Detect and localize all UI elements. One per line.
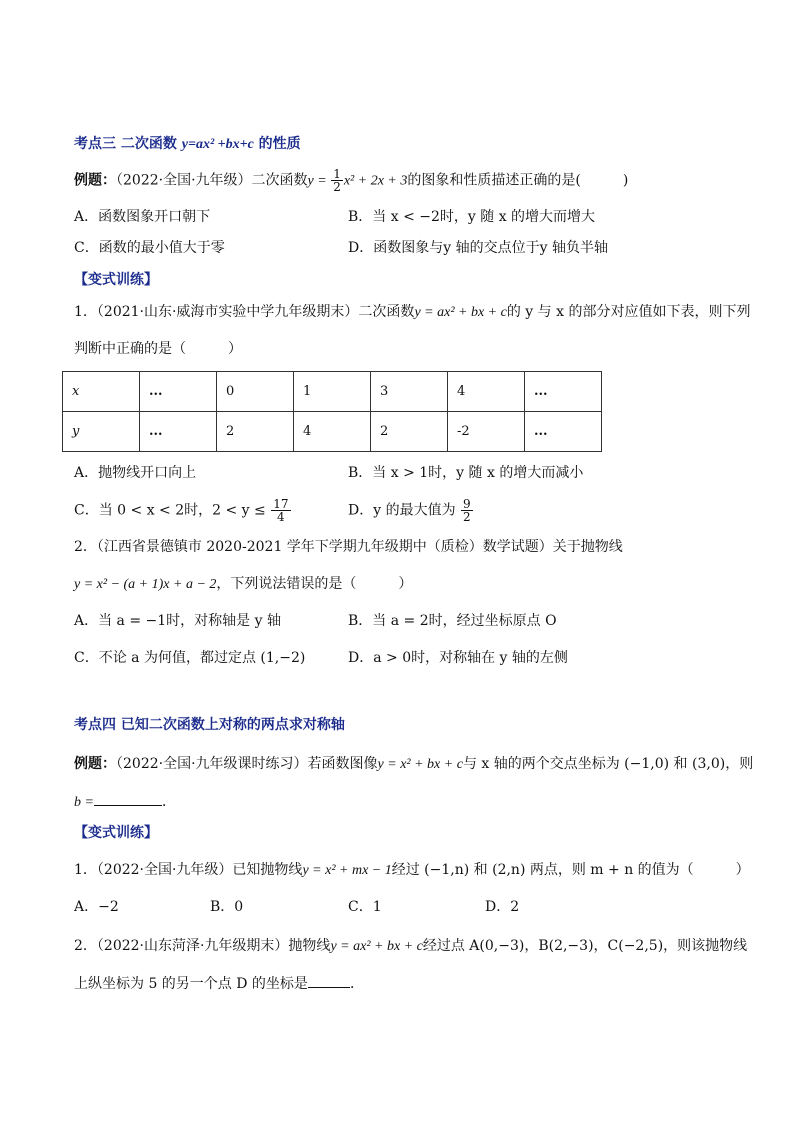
heading-text: 考点三 二次函数 — [74, 136, 182, 152]
fraction-numerator: 1 — [333, 167, 341, 181]
example-fn-prefix: y = — [307, 173, 331, 189]
heading-text-suffix: 的性质 — [253, 136, 301, 152]
s4-q1-option-b: B．0 — [210, 899, 244, 915]
example-option-d: D．函数图象与y 轴的交点位于y 轴负半轴 — [348, 240, 608, 256]
fraction-denominator: 2 — [333, 180, 341, 194]
example-option-c: C．函数的最小值大于零 — [74, 240, 225, 256]
example-fn-suffix: x² + 2x + 3 — [343, 173, 408, 189]
s3-q1-option-d — [348, 498, 474, 523]
q1-source: 1．（2021·山东·威海市实验中学九年级期末）二次函数 — [74, 304, 415, 320]
s3-q1-option-a: A．抛物线开口向上 — [74, 465, 197, 481]
q1-stem: 经过 (−1,n) 和 (2,n) 两点，则 m + n 的值为（ ） — [391, 862, 750, 878]
example-source: （2022·全国·九年级课时练习）若函数图像 — [116, 756, 378, 772]
table-cell: 4 — [448, 372, 525, 412]
example-formula: y = x² + bx + c — [377, 757, 463, 772]
value-table — [62, 371, 602, 452]
table-row — [63, 372, 602, 412]
practice-label: 【变式训练】 — [74, 825, 158, 841]
example-fraction — [331, 168, 343, 193]
table-cell: -2 — [448, 412, 525, 452]
s4-q2-line1 — [74, 936, 747, 957]
example-stem: 与 x 轴的两个交点坐标为 (−1,0) 和 (3,0)，则 — [462, 756, 754, 772]
option-text: D．y 的最大值为 — [348, 502, 461, 519]
q2-formula: y = x² − (a + 1)x + a − 2 — [74, 577, 217, 592]
heading-formula: y=ax² +bx+c — [181, 137, 254, 152]
section4-example-line2 — [74, 791, 176, 813]
q2-stem: 经过点 A(0,−3)，B(2,−3)，C(−2,5)，则该抛物线 — [422, 938, 748, 954]
fraction-numerator: 17 — [273, 497, 289, 511]
q2-stem: ，下列说法错误的是（ ） — [216, 576, 413, 592]
s3-q2-line1: 2．（江西省景德镇市 2020-2021 学年下学期九年级期中（质检）数学试题）关于抛物线 — [74, 539, 623, 555]
s3-q1-line1 — [74, 302, 750, 323]
answer-suffix: ． — [161, 794, 176, 810]
example-stem: 的图象和性质描述正确的是( ) — [407, 172, 629, 189]
table-cell: y — [63, 412, 140, 452]
table-cell: ... — [525, 372, 602, 412]
s4-q1-option-d: D．2 — [485, 899, 520, 915]
answer-blank[interactable] — [94, 791, 162, 806]
q1-formula: y = x² + mx − 1 — [302, 863, 392, 878]
s3-q2-line2 — [74, 574, 412, 595]
example-label: 例题： — [74, 756, 116, 772]
s4-q1-line1 — [74, 860, 750, 881]
table-cell: ... — [525, 412, 602, 452]
section4-example-line1 — [74, 754, 753, 775]
fraction-numerator: 9 — [463, 497, 471, 511]
table-cell: 2 — [371, 412, 448, 452]
s4-q2-line2 — [74, 973, 364, 994]
q2-formula: y = ax² + bx + c — [330, 939, 423, 954]
table-cell: 1 — [294, 372, 371, 412]
answer-suffix: ． — [349, 976, 364, 992]
option-fraction — [271, 498, 290, 523]
table-cell: 4 — [294, 412, 371, 452]
table-cell: ... — [140, 372, 217, 412]
table-cell: 0 — [217, 372, 294, 412]
practice-label: 【变式训练】 — [74, 272, 158, 288]
table-cell: 3 — [371, 372, 448, 412]
fraction-denominator: 2 — [463, 510, 471, 524]
s3-q1-option-b: B．当 x > 1时，y 随 x 的增大而减小 — [348, 465, 584, 481]
section3-heading — [74, 134, 301, 155]
s3-q2-option-d: D．a > 0时，对称轴在 y 轴的左侧 — [348, 650, 568, 666]
section3-example — [74, 168, 628, 193]
q2-source: 2．（2022·山东菏泽·九年级期末）抛物线 — [74, 938, 331, 954]
s3-q2-option-b: B．当 a = 2时，经过坐标原点 O — [348, 613, 557, 629]
table-cell: 2 — [217, 412, 294, 452]
s3-q1-option-c — [74, 498, 292, 523]
answer-blank[interactable] — [308, 973, 350, 988]
example-option-b: B．当 x < −2时，y 随 x 的增大而增大 — [348, 209, 596, 225]
q2-prompt: 上纵坐标为 5 的另一个点 D 的坐标是 — [74, 976, 308, 992]
example-option-a: A．函数图象开口朝下 — [74, 209, 211, 225]
table-cell: ... — [140, 412, 217, 452]
option-fraction — [461, 498, 473, 523]
example-label: 例题： — [74, 172, 116, 189]
table-cell: x — [63, 372, 140, 412]
section4-heading: 考点四 已知二次函数上对称的两点求对称轴 — [74, 717, 345, 733]
q1-stem: 的 y 与 x 的部分对应值如下表，则下列 — [506, 304, 751, 320]
s3-q2-option-c: C．不论 a 为何值，都过定点 (1,−2) — [74, 650, 306, 666]
example-source: （2022·全国·九年级）二次函数 — [116, 172, 308, 189]
q1-formula: y = ax² + bx + c — [414, 305, 507, 320]
s3-q2-option-a: A．当 a = −1时，对称轴是 y 轴 — [74, 613, 281, 629]
s4-q1-option-a: A．−2 — [74, 899, 119, 915]
q1-source: 1．（2022·全国·九年级）已知抛物线 — [74, 862, 303, 878]
s4-q1-option-c: C．1 — [348, 899, 382, 915]
s3-q1-line2: 判断中正确的是（ ） — [74, 341, 242, 357]
option-text: C．当 0 < x < 2时，2 < y ≤ — [74, 502, 271, 519]
answer-prefix: b = — [74, 795, 94, 810]
table-row — [63, 412, 602, 452]
fraction-denominator: 4 — [277, 510, 285, 524]
